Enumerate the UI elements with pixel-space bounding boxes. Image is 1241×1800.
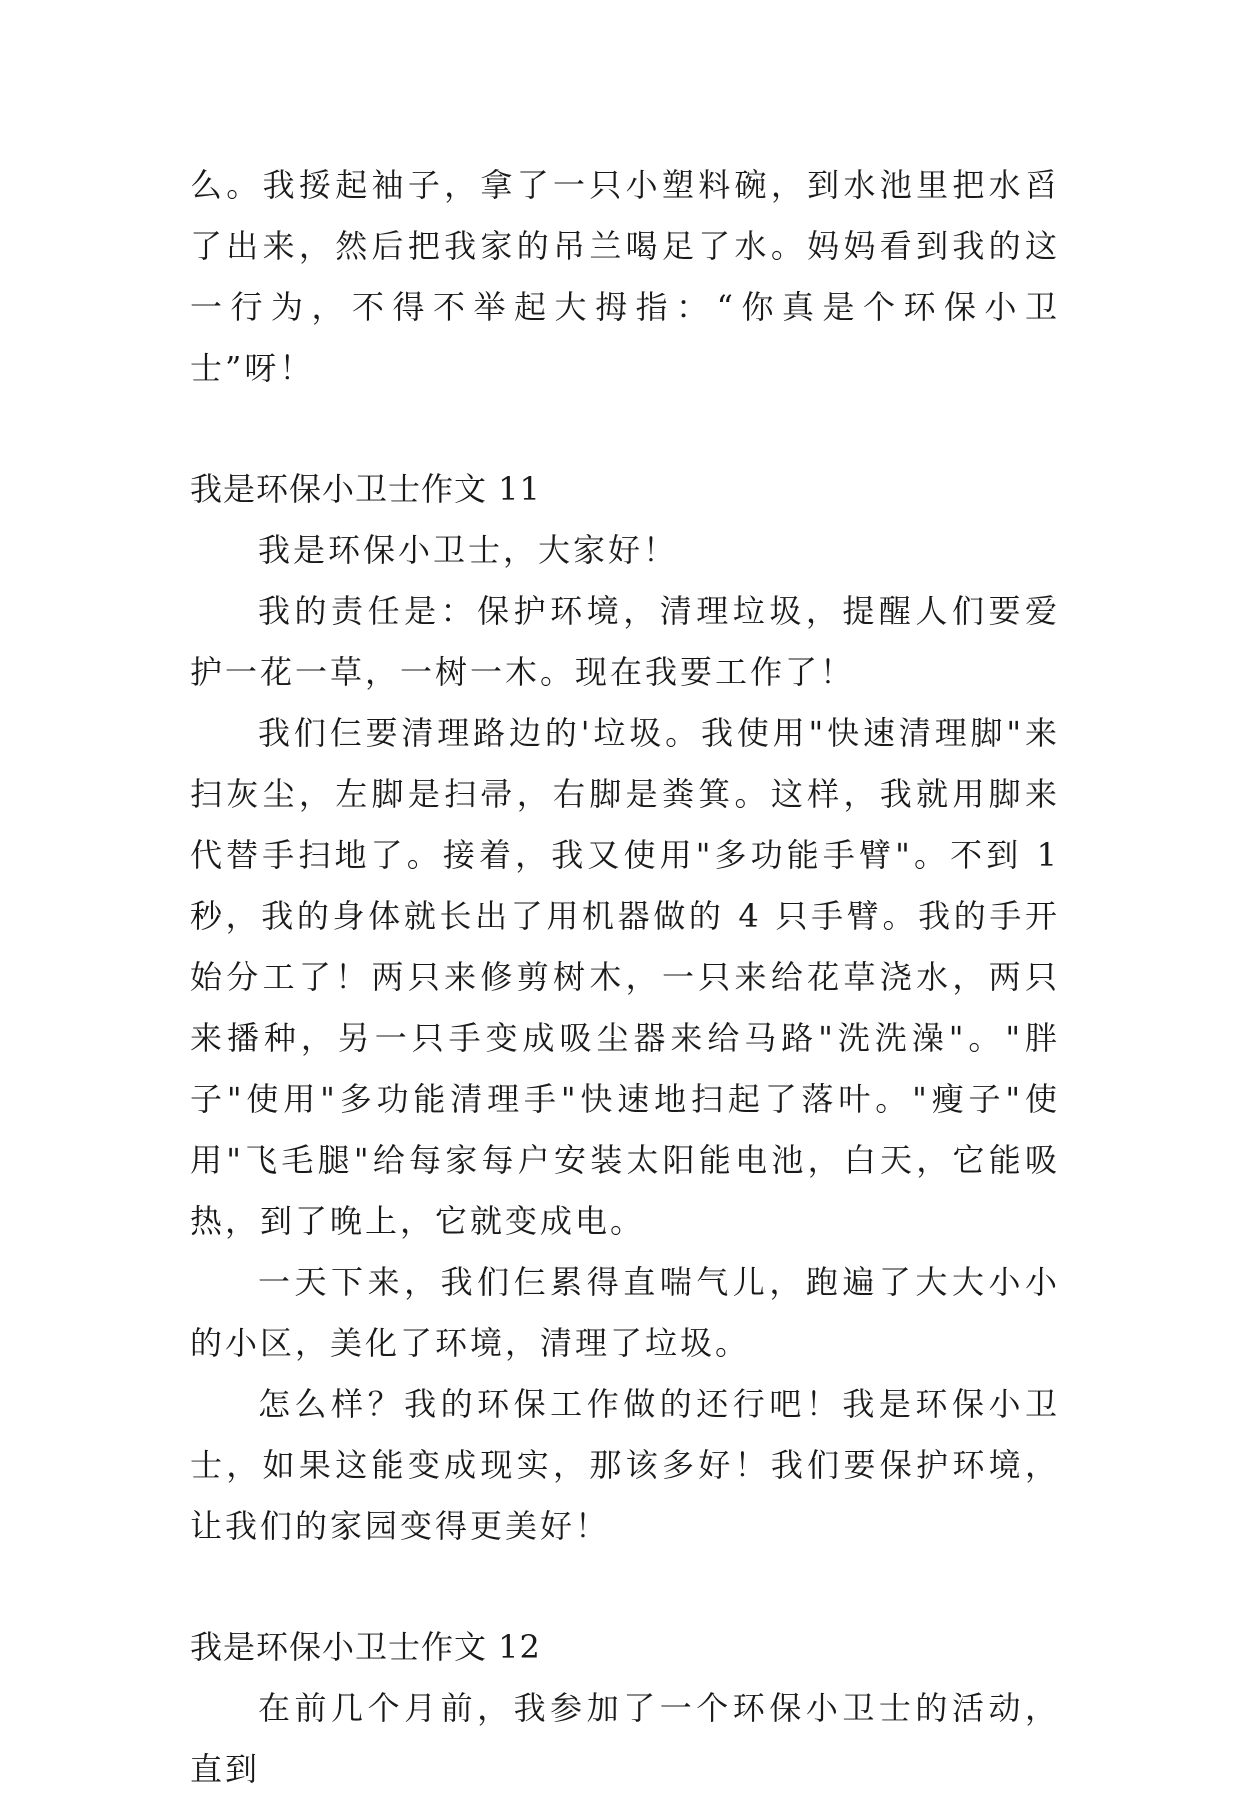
paragraph: 在前几个月前，我参加了一个环保小卫士的活动，直到 [190, 1689, 1060, 1788]
paragraph: 一天下来，我们仨累得直喘气儿，跑遍了大大小小的小区，美化了环境，清理了垃圾。 [190, 1263, 1060, 1362]
section-heading-12: 我是环保小卫士作文 12 [190, 1628, 541, 1666]
paragraph: 我是环保小卫士，大家好！ [258, 531, 679, 569]
section-gap [190, 399, 1060, 459]
section-heading-11: 我是环保小卫士作文 11 [190, 470, 541, 508]
document-body [190, 155, 1060, 1800]
paragraph: 我的责任是：保护环境，清理垃圾，提醒人们要爱护一花一草，一树一木。现在我要工作了！ [190, 592, 1060, 691]
paragraph: 怎么样？我的环保工作做的还行吧！我是环保小卫士，如果这能变成现实，那该多好！我们要保护环境，让我们的家园变得更美好！ [190, 1385, 1060, 1545]
paragraph: 我们仨要清理路边的'垃圾。我使用"快速清理脚"来扫灰尘，左脚是扫帚，右脚是粪箕。这样，我就用脚来代替手扫地了。接着，我又使用"多功能手臂"。不到 1 秒，我的身体就长出了用机器做的 4 只手臂。我的手开始分工了！两只来修剪树木，一只来给花草浇水，两只来播种，另一只手变成吸尘器来给马路"洗洗澡"。"胖子"使用"多功能清理手"快速地扫起了落叶。"瘦子"使用"飞毛腿"给每家每户安装太阳能电池，白天，它能吸热，到了晚上，它就变成电。 [190, 714, 1060, 1240]
section-gap [190, 1557, 1060, 1617]
paragraph-continued: 么。我挼起袖子，拿了一只小塑料碗，到水池里把水舀了出来，然后把我家的吊兰喝足了水。妈妈看到我的这一行为，不得不举起大拇指：“你真是个环保小卫士”呀！ [190, 166, 1060, 387]
